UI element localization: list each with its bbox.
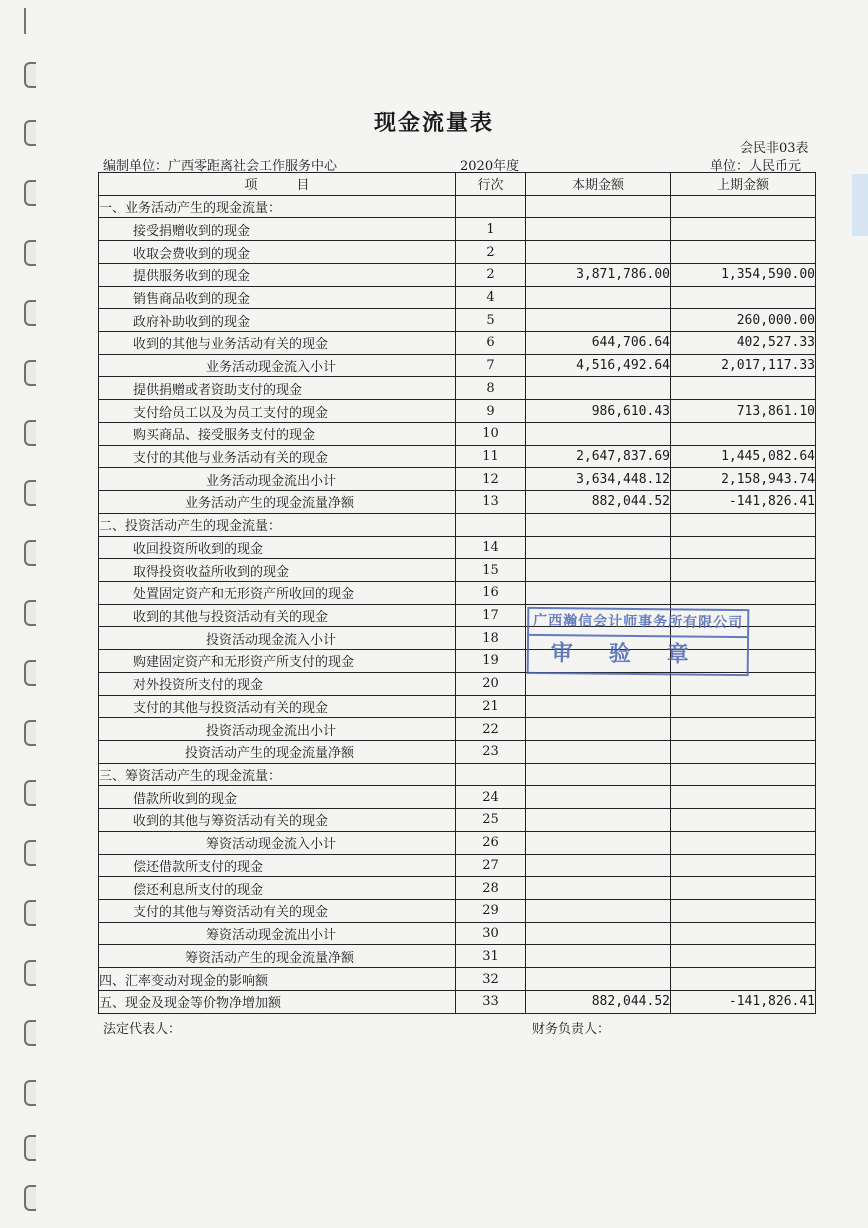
currency-unit: 单位：人民币元 (710, 159, 802, 174)
row-current (526, 854, 671, 877)
row-item: 收取会费收到的现金 (99, 241, 456, 264)
row-prior (671, 559, 816, 582)
table-row (99, 445, 816, 468)
table-row (99, 900, 816, 923)
row-current (526, 695, 671, 718)
row-prior (671, 968, 816, 991)
cash-flow-table (98, 172, 816, 1014)
row-line: 22 (456, 718, 526, 741)
row-current (526, 786, 671, 809)
row-current (526, 672, 671, 695)
stamp-org: 广西瀚信会计师事务所有限公司 (529, 609, 747, 638)
row-prior: -141,826.41 (671, 491, 816, 514)
row-prior (671, 513, 816, 536)
table-row (99, 354, 816, 377)
row-current (526, 581, 671, 604)
finance-head-label: 财务负责人： (532, 1022, 611, 1037)
table-row (99, 990, 816, 1013)
binder-hole (24, 8, 26, 34)
row-prior (671, 581, 816, 604)
row-current (526, 831, 671, 854)
row-line: 29 (456, 900, 526, 923)
form-code: 会民非03表 (740, 141, 809, 156)
row-current (526, 740, 671, 763)
binder-hole (24, 62, 36, 88)
report-year: 2020年度 (460, 159, 520, 174)
row-line: 2 (456, 263, 526, 286)
row-item: 支付的其他与业务活动有关的现金 (99, 445, 456, 468)
binder-hole (24, 180, 36, 206)
row-prior (671, 286, 816, 309)
row-current (526, 900, 671, 923)
binder-hole (24, 480, 36, 506)
table-row (99, 218, 816, 241)
row-item: 筹资活动现金流出小计 (99, 922, 456, 945)
row-line: 27 (456, 854, 526, 877)
row-item: 收到的其他与业务活动有关的现金 (99, 332, 456, 355)
table-row (99, 581, 816, 604)
row-line: 4 (456, 286, 526, 309)
row-line: 14 (456, 536, 526, 559)
binder-hole (24, 960, 36, 986)
row-line (456, 513, 526, 536)
row-line: 17 (456, 604, 526, 627)
row-line: 13 (456, 491, 526, 514)
row-line: 6 (456, 332, 526, 355)
row-current: 882,044.52 (526, 491, 671, 514)
row-current (526, 377, 671, 400)
row-item: 筹资活动产生的现金流量净额 (99, 945, 456, 968)
row-prior (671, 195, 816, 218)
row-line: 8 (456, 377, 526, 400)
row-prior (671, 695, 816, 718)
row-prior (671, 831, 816, 854)
table-row (99, 241, 816, 264)
row-current: 4,516,492.64 (526, 354, 671, 377)
row-prior (671, 945, 816, 968)
binder-holes (24, 0, 48, 1228)
row-current (526, 309, 671, 332)
row-prior: 402,527.33 (671, 332, 816, 355)
row-current (526, 536, 671, 559)
row-line: 9 (456, 400, 526, 423)
row-line: 33 (456, 990, 526, 1013)
table-row (99, 332, 816, 355)
row-current (526, 809, 671, 832)
row-line: 15 (456, 559, 526, 582)
column-header-item: 项 目 (99, 173, 456, 196)
row-line (456, 763, 526, 786)
row-line: 16 (456, 581, 526, 604)
table-row (99, 195, 816, 218)
table-row (99, 695, 816, 718)
row-item: 二、投资活动产生的现金流量： (99, 513, 456, 536)
table-row (99, 513, 816, 536)
binder-hole (24, 240, 36, 266)
row-item: 业务活动现金流出小计 (99, 468, 456, 491)
row-prior: 2,017,117.33 (671, 354, 816, 377)
row-line: 18 (456, 627, 526, 650)
stamp-label: 审验章 (550, 640, 726, 668)
binder-hole (24, 300, 36, 326)
row-line: 1 (456, 218, 526, 241)
row-item: 支付的其他与投资活动有关的现金 (99, 695, 456, 718)
row-prior (671, 763, 816, 786)
row-item: 投资活动现金流出小计 (99, 718, 456, 741)
row-item: 借款所收到的现金 (99, 786, 456, 809)
row-current: 3,871,786.00 (526, 263, 671, 286)
row-prior (671, 718, 816, 741)
reporting-entity: 编制单位：广西零距离社会工作服务中心 (103, 159, 338, 174)
row-current (526, 718, 671, 741)
row-current (526, 559, 671, 582)
row-line: 26 (456, 831, 526, 854)
table-row (99, 831, 816, 854)
row-current: 986,610.43 (526, 400, 671, 423)
row-current: 2,647,837.69 (526, 445, 671, 468)
row-current (526, 195, 671, 218)
row-prior (671, 377, 816, 400)
row-prior (671, 536, 816, 559)
row-item: 五、现金及现金等价物净增加额 (99, 990, 456, 1013)
table-row (99, 922, 816, 945)
table-row (99, 377, 816, 400)
binder-hole (24, 660, 36, 686)
row-item: 业务活动现金流入小计 (99, 354, 456, 377)
binder-hole (24, 1185, 36, 1211)
row-item: 支付的其他与筹资活动有关的现金 (99, 900, 456, 923)
row-line: 12 (456, 468, 526, 491)
table-row (99, 536, 816, 559)
row-line: 31 (456, 945, 526, 968)
table-header-row (99, 173, 816, 196)
row-current (526, 218, 671, 241)
row-item: 业务活动产生的现金流量净额 (99, 491, 456, 514)
row-current: 3,634,448.12 (526, 468, 671, 491)
table-row (99, 422, 816, 445)
row-prior (671, 809, 816, 832)
row-line: 24 (456, 786, 526, 809)
row-line: 32 (456, 968, 526, 991)
row-prior (671, 241, 816, 264)
row-current (526, 286, 671, 309)
row-item: 处置固定资产和无形资产所收回的现金 (99, 581, 456, 604)
page-title: 现金流量表 (373, 110, 494, 136)
table-row (99, 854, 816, 877)
row-current (526, 763, 671, 786)
row-item: 投资活动现金流入小计 (99, 627, 456, 650)
row-current (526, 968, 671, 991)
row-line: 5 (456, 309, 526, 332)
binder-hole (24, 1020, 36, 1046)
row-item: 收回投资所收到的现金 (99, 536, 456, 559)
table-row (99, 968, 816, 991)
row-item: 购建固定资产和无形资产所支付的现金 (99, 650, 456, 673)
row-line: 7 (456, 354, 526, 377)
table-row (99, 309, 816, 332)
row-line: 23 (456, 740, 526, 763)
row-current (526, 422, 671, 445)
row-prior: 2,158,943.74 (671, 468, 816, 491)
table-row (99, 286, 816, 309)
row-item: 销售商品收到的现金 (99, 286, 456, 309)
row-line: 20 (456, 672, 526, 695)
row-current (526, 241, 671, 264)
row-item: 四、汇率变动对现金的影响额 (99, 968, 456, 991)
binder-hole (24, 1080, 36, 1106)
row-item: 取得投资收益所收到的现金 (99, 559, 456, 582)
table-row (99, 786, 816, 809)
row-line: 25 (456, 809, 526, 832)
table-row (99, 945, 816, 968)
table-row (99, 809, 816, 832)
table-row (99, 877, 816, 900)
row-item: 接受捐赠收到的现金 (99, 218, 456, 241)
row-prior (671, 218, 816, 241)
binder-hole (24, 780, 36, 806)
row-prior (671, 900, 816, 923)
row-line (456, 195, 526, 218)
row-prior (671, 922, 816, 945)
row-current (526, 877, 671, 900)
row-line: 30 (456, 922, 526, 945)
row-item: 支付给员工以及为员工支付的现金 (99, 400, 456, 423)
table-row (99, 400, 816, 423)
row-line: 19 (456, 650, 526, 673)
row-prior (671, 877, 816, 900)
row-prior: 1,354,590.00 (671, 263, 816, 286)
binder-hole (24, 840, 36, 866)
row-prior (671, 786, 816, 809)
row-prior: 260,000.00 (671, 309, 816, 332)
row-item: 政府补助收到的现金 (99, 309, 456, 332)
row-current: 644,706.64 (526, 332, 671, 355)
table-row (99, 718, 816, 741)
page-edge-mark (852, 174, 868, 236)
row-item: 偿还借款所支付的现金 (99, 854, 456, 877)
row-current (526, 945, 671, 968)
row-line: 28 (456, 877, 526, 900)
binder-hole (24, 1135, 36, 1161)
row-current: 882,044.52 (526, 990, 671, 1013)
row-item: 提供捐赠或者资助支付的现金 (99, 377, 456, 400)
row-item: 一、业务活动产生的现金流量： (99, 195, 456, 218)
row-item: 三、筹资活动产生的现金流量： (99, 763, 456, 786)
table-row (99, 763, 816, 786)
audit-stamp (527, 607, 750, 676)
row-prior: 1,445,082.64 (671, 445, 816, 468)
row-prior: 713,861.10 (671, 400, 816, 423)
row-item: 提供服务收到的现金 (99, 263, 456, 286)
row-prior (671, 740, 816, 763)
row-prior: -141,826.41 (671, 990, 816, 1013)
table-row (99, 263, 816, 286)
column-header-line: 行次 (456, 173, 526, 196)
row-prior (671, 422, 816, 445)
binder-hole (24, 720, 36, 746)
row-line: 21 (456, 695, 526, 718)
row-item: 偿还利息所支付的现金 (99, 877, 456, 900)
row-item: 对外投资所支付的现金 (99, 672, 456, 695)
binder-hole (24, 600, 36, 626)
row-current (526, 922, 671, 945)
table-row (99, 559, 816, 582)
legal-representative-label: 法定代表人： (103, 1022, 182, 1037)
table-row (99, 468, 816, 491)
binder-hole (24, 900, 36, 926)
row-line: 11 (456, 445, 526, 468)
table-row (99, 740, 816, 763)
row-item: 筹资活动现金流入小计 (99, 831, 456, 854)
row-item: 投资活动产生的现金流量净额 (99, 740, 456, 763)
row-item: 收到的其他与投资活动有关的现金 (99, 604, 456, 627)
binder-hole (24, 420, 36, 446)
row-item: 收到的其他与筹资活动有关的现金 (99, 809, 456, 832)
row-current (526, 513, 671, 536)
column-header-prior: 上期金额 (671, 173, 816, 196)
binder-hole (24, 540, 36, 566)
row-prior (671, 854, 816, 877)
row-item: 购买商品、接受服务支付的现金 (99, 422, 456, 445)
table-row (99, 491, 816, 514)
row-line: 2 (456, 241, 526, 264)
row-line: 10 (456, 422, 526, 445)
binder-hole (24, 360, 36, 386)
column-header-current: 本期金额 (526, 173, 671, 196)
